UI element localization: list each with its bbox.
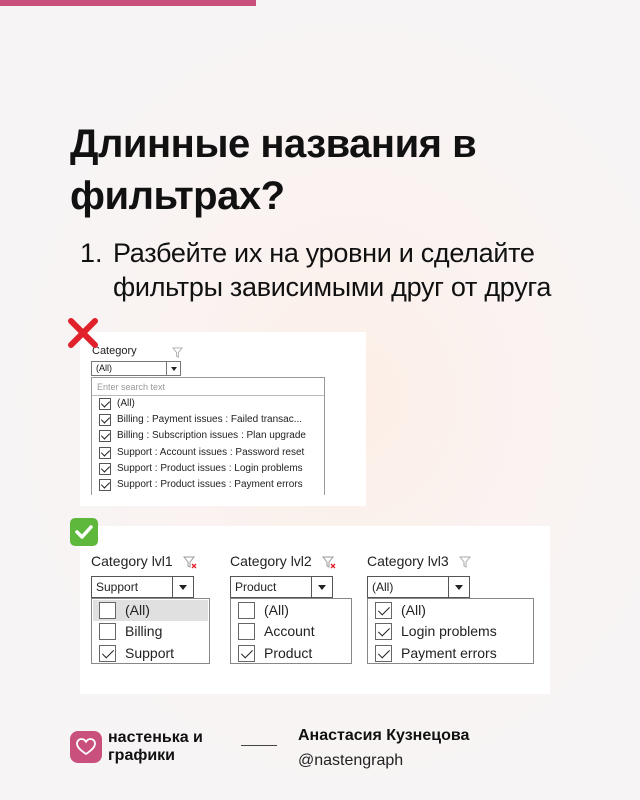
list-item[interactable] <box>369 643 532 664</box>
list-item[interactable] <box>92 428 324 444</box>
funnel-icon[interactable] <box>459 556 473 569</box>
checkbox-checked-icon[interactable] <box>99 645 116 662</box>
page-title <box>70 118 590 222</box>
checkbox-checked-icon[interactable] <box>99 414 111 426</box>
checkbox-checked-icon[interactable] <box>99 430 111 442</box>
list-item[interactable] <box>93 621 208 642</box>
list-item-label: (All) <box>401 602 426 618</box>
checkbox-icon[interactable] <box>238 602 255 619</box>
filter-label-lvl1: Category lvl1 <box>91 553 173 569</box>
list-item-label: (All) <box>125 602 150 618</box>
checkbox-checked-icon[interactable] <box>99 463 111 475</box>
funnel-icon[interactable] <box>172 347 183 358</box>
list-item-label: Billing : Subscription issues : Plan upgrade <box>117 430 306 442</box>
funnel-clear-icon[interactable] <box>322 556 336 569</box>
bad-filter-dropdown <box>91 377 325 495</box>
list-item-label: (All) <box>264 602 289 618</box>
filter-select-value: Product <box>235 580 277 594</box>
title-line-2: фильтрах? <box>70 174 285 218</box>
brand-line-1: настенька и <box>108 729 203 746</box>
author-name: Анастасия Кузнецова <box>298 727 470 744</box>
list-item[interactable] <box>92 477 324 493</box>
list-item[interactable] <box>232 621 350 642</box>
list-item[interactable] <box>93 643 208 664</box>
list-item-label: (All) <box>117 398 135 409</box>
list-item-label: Billing <box>125 623 163 640</box>
list-item[interactable] <box>92 445 324 461</box>
list-item[interactable] <box>92 461 324 477</box>
checkbox-icon[interactable] <box>238 623 255 640</box>
list-item[interactable] <box>92 396 324 412</box>
checkbox-icon[interactable] <box>99 602 116 619</box>
bad-filter-select[interactable] <box>91 361 181 376</box>
filter-select-lvl3[interactable] <box>367 576 470 598</box>
filter-list-lvl3 <box>367 598 534 664</box>
point-text <box>113 236 593 304</box>
checkbox-checked-icon[interactable] <box>375 645 392 662</box>
brand-name <box>108 729 228 765</box>
bad-filter-label: Category <box>92 345 137 357</box>
list-item-label: Support : Product issues : Login problems <box>117 462 303 474</box>
filter-list-lvl2 <box>230 598 352 664</box>
heart-logo-icon <box>70 731 102 763</box>
checkbox-checked-icon[interactable] <box>375 602 392 619</box>
list-item[interactable] <box>369 621 532 642</box>
filter-label-lvl2: Category lvl2 <box>230 553 312 569</box>
filter-select-value: Support <box>96 580 139 594</box>
bad-filter-select-value: (All) <box>96 363 112 373</box>
chevron-down-icon[interactable] <box>172 577 193 597</box>
funnel-clear-icon[interactable] <box>183 556 197 569</box>
checkbox-checked-icon[interactable] <box>99 398 111 410</box>
filter-select-lvl1[interactable] <box>91 576 194 598</box>
list-item[interactable] <box>369 600 532 621</box>
search-input[interactable]: Enter search text <box>92 378 324 396</box>
check-mark-icon <box>70 518 98 546</box>
list-item-label: Support : Account issues : Password reset <box>117 446 305 458</box>
filter-select-value: (All) <box>372 580 394 594</box>
checkbox-checked-icon[interactable] <box>99 447 111 459</box>
title-line-1: Длинные названия в <box>70 122 477 166</box>
list-item-label: Billing : Payment issues : Failed transac... <box>117 414 303 426</box>
point-number: 1. <box>80 238 103 268</box>
list-item[interactable] <box>232 600 350 621</box>
top-accent-bar <box>0 0 256 6</box>
cross-mark-icon <box>66 316 100 350</box>
bad-example-panel <box>80 332 366 506</box>
list-item[interactable] <box>232 643 350 664</box>
good-example-panel <box>80 526 550 694</box>
footer-divider <box>241 745 277 746</box>
list-item-label: Product <box>264 644 313 661</box>
checkbox-icon[interactable] <box>99 623 116 640</box>
filter-list-lvl1 <box>91 598 210 664</box>
filter-select-lvl2[interactable] <box>230 576 333 598</box>
chevron-down-icon[interactable] <box>166 362 180 375</box>
checkbox-checked-icon[interactable] <box>99 479 111 491</box>
chevron-down-icon[interactable] <box>448 577 469 597</box>
list-item[interactable] <box>93 600 208 621</box>
author-handle: @nastengraph <box>298 752 404 769</box>
list-item[interactable] <box>92 412 324 428</box>
filter-label-lvl3: Category lvl3 <box>367 553 449 569</box>
brand-line-2: графики <box>108 747 176 764</box>
point-text-line-1: Разбейте их на уровни и сделайте <box>113 238 535 268</box>
list-item-label: Payment errors <box>401 644 497 661</box>
list-item-label: Support : Product issues : Payment errors <box>117 478 303 490</box>
point-text-line-2: фильтры зависимыми друг от друга <box>113 272 552 302</box>
list-item-label: Account <box>264 623 315 640</box>
checkbox-checked-icon[interactable] <box>238 645 255 662</box>
list-item-label: Login problems <box>401 623 497 640</box>
chevron-down-icon[interactable] <box>311 577 332 597</box>
checkbox-checked-icon[interactable] <box>375 623 392 640</box>
list-item-label: Support <box>125 644 175 661</box>
